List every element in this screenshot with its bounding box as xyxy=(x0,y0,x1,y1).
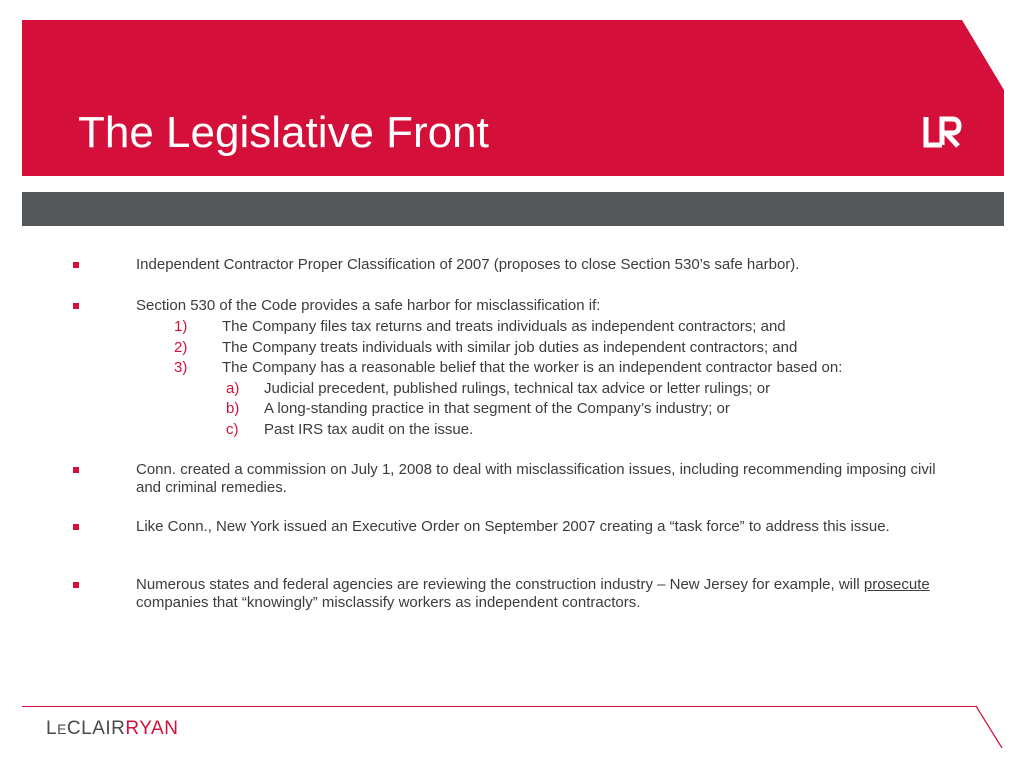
bullet-marker xyxy=(73,582,79,588)
bullet-text: Independent Contractor Proper Classification of 2007 (proposes to close Section 530’s safe harbor). xyxy=(136,256,800,273)
sublist-item-text: Past IRS tax audit on the issue. xyxy=(264,421,474,438)
footer-rule xyxy=(22,706,976,707)
list-number: 3) xyxy=(174,359,188,376)
bullet-text-part: companies that “knowingly” misclassify workers as independent contractors. xyxy=(136,594,641,611)
sublist-item-text: Judicial precedent, published rulings, technical tax advice or letter rulings; or xyxy=(264,380,771,397)
slide-title: The Legislative Front xyxy=(78,108,489,157)
list-item-text: The Company treats individuals with similar job duties as independent contractors; and xyxy=(222,339,798,356)
bullet-marker xyxy=(73,524,79,530)
list-letter: b) xyxy=(226,400,240,417)
logo-letter: L xyxy=(46,718,58,739)
bullet-marker xyxy=(73,467,79,473)
list-letter: c) xyxy=(226,421,239,438)
bullet-text xyxy=(136,576,946,612)
list-number: 2) xyxy=(174,339,188,356)
bullet-text: Section 530 of the Code provides a safe harbor for misclassification if: xyxy=(136,297,601,314)
sublist-item-text: A long-standing practice in that segment of the Company’s industry; or xyxy=(264,400,730,417)
logo-letter: E xyxy=(57,721,67,737)
list-letter: a) xyxy=(226,380,240,397)
list-item-text: The Company has a reasonable belief that the worker is an independent contractor based on: xyxy=(222,359,843,376)
bullet-text: Conn. created a commission on July 1, 2008 to deal with misclassification issues, including recommending imposing civil and criminal remedies. xyxy=(136,461,936,496)
bullet-text: Like Conn., New York issued an Executive Order on September 2007 creating a “task force” to address this issue. xyxy=(136,518,890,535)
prosecute-link[interactable]: prosecute xyxy=(863,576,930,593)
footer-corner-line xyxy=(970,700,1010,752)
logo-word-accent: RYAN xyxy=(125,718,179,739)
list-number: 1) xyxy=(174,318,188,335)
bullet-text-part: Numerous states and federal agencies are reviewing the construction industry – New Jersey for example, will xyxy=(136,576,864,593)
logo-word: CLAIR xyxy=(66,718,126,739)
bullet-marker xyxy=(73,303,79,309)
leclairryan-logo xyxy=(46,718,178,740)
bullet-marker xyxy=(73,262,79,268)
list-item-text: The Company files tax returns and treats individuals as independent contractors; and xyxy=(222,318,786,335)
